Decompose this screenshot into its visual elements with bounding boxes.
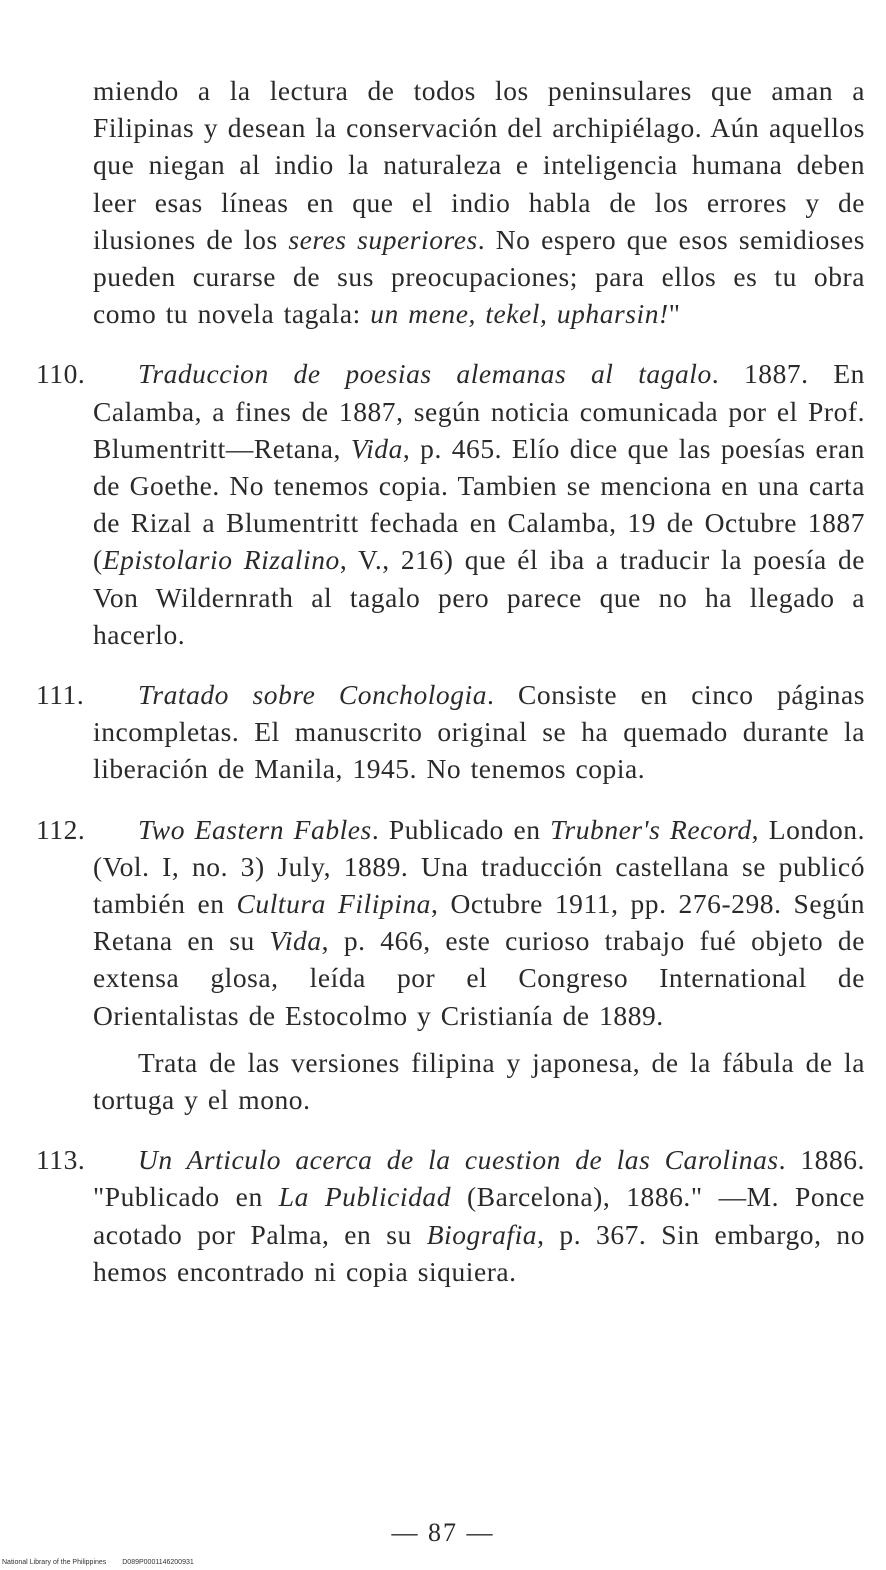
text-segment: , p. 466, este curioso trabajo fué objeto de extensa glosa, leída por el Congreso International de Orientalistas de Estocolmo y Cristianía de 1889. (93, 925, 865, 1031)
entry-title: Un Articulo acerca de la cuestion de las Carolinas (138, 1144, 779, 1176)
italic-text: Cultura Filipina (236, 888, 431, 920)
entry-paragraph (36, 811, 866, 1034)
text-segment: . Consiste en cinco páginas incompletas. El manuscrito original se ha quemado durante la liberación de Manila, 1945. No tenemos copia. (93, 679, 865, 785)
entry-paragraph (36, 676, 865, 788)
page-number: — 87 — (391, 1518, 495, 1547)
page-body (36, 72, 866, 1290)
text-segment: , Octubre 1911, pp. 276-298. Según Retana en su (93, 888, 866, 957)
italic-text: Biografia (426, 1218, 538, 1250)
italic-text: La Publicidad (278, 1181, 452, 1213)
italic-text: seres superiores (288, 223, 478, 255)
italic-text: Vida (350, 432, 403, 464)
entry-paragraph (36, 1141, 865, 1290)
entry-number: 110. (36, 358, 86, 390)
text-segment: (Barcelona), 1886." —M. Ponce acotado por Palma, en su (93, 1181, 865, 1250)
entry-title: Tratado sobre Conchologia (138, 679, 488, 711)
text-segment: , London. (Vol. I, no. 3) July, 1889. Una traducción castellana se publicó también en (93, 813, 866, 920)
entry-number: 113. (36, 1144, 86, 1176)
bibliography-entry (36, 811, 866, 1119)
italic-text: Vida (269, 925, 322, 957)
footer-library: National Library of the Philippines (2, 1559, 107, 1566)
entry-paragraph (36, 355, 865, 653)
text-segment: , p. 367. Sin embargo, no hemos encontrado ni copia siquiera. (93, 1218, 865, 1287)
italic-text: un mene, tekel, upharsin! (370, 298, 669, 330)
scan-footer (2, 1559, 208, 1566)
entry-extra-paragraph: Trata de las versiones filipina y japonesa, de la fábula de la tortuga y el mono. (93, 1046, 865, 1116)
footer-code: D089P0001146200931 (122, 1559, 194, 1566)
text-segment: . 1887. En Calamba, a fines de 1887, según noticia comunicada por el Prof. Blumentritt—Retana, (93, 358, 865, 464)
continuation-paragraph (93, 72, 865, 332)
text-segment: . Publicado en (371, 813, 551, 845)
text-segment: " (668, 298, 681, 330)
italic-text: Trubner's Record (550, 813, 752, 845)
text-segment: . No espero que esos semidioses pueden curarse de sus preocupaciones; para ellos es tu obra como tu novela tagala: (93, 223, 866, 330)
entry-number: 111. (36, 679, 85, 711)
entries-list (36, 355, 866, 1290)
entry-title: Two Eastern Fables (138, 813, 372, 845)
text-segment: , p. 465. Elío dice que las poesías eran de Goethe. No tenemos copia. Tambien se menciona en una carta de Rizal a Blumentritt fechada en Calamba, 19 de Octubre 1887 ( (93, 432, 865, 576)
text-segment: , V., 216) que él iba a traducir la poesía de Von Wildernrath al tagalo pero parece que no ha llegado a hacerlo. (93, 544, 865, 650)
bibliography-entry (36, 355, 865, 653)
text-segment: miendo a la lectura de todos los peninsulares que aman a Filipinas y desean la conservación del archipiélago. Aún aquellos que niegan al indio la naturaleza e inteligencia humana deben leer esas líneas en que el indio habla de los errores y de ilusiones de los (93, 75, 865, 255)
text-segment: . 1886. "Publicado en (93, 1144, 865, 1213)
entry-title: Traduccion de poesias alemanas al tagalo (138, 358, 712, 390)
bibliography-entry (36, 1141, 865, 1290)
bibliography-entry (36, 676, 865, 788)
italic-text: Epistolario Rizalino (102, 544, 340, 576)
entry-number: 112. (36, 813, 86, 845)
